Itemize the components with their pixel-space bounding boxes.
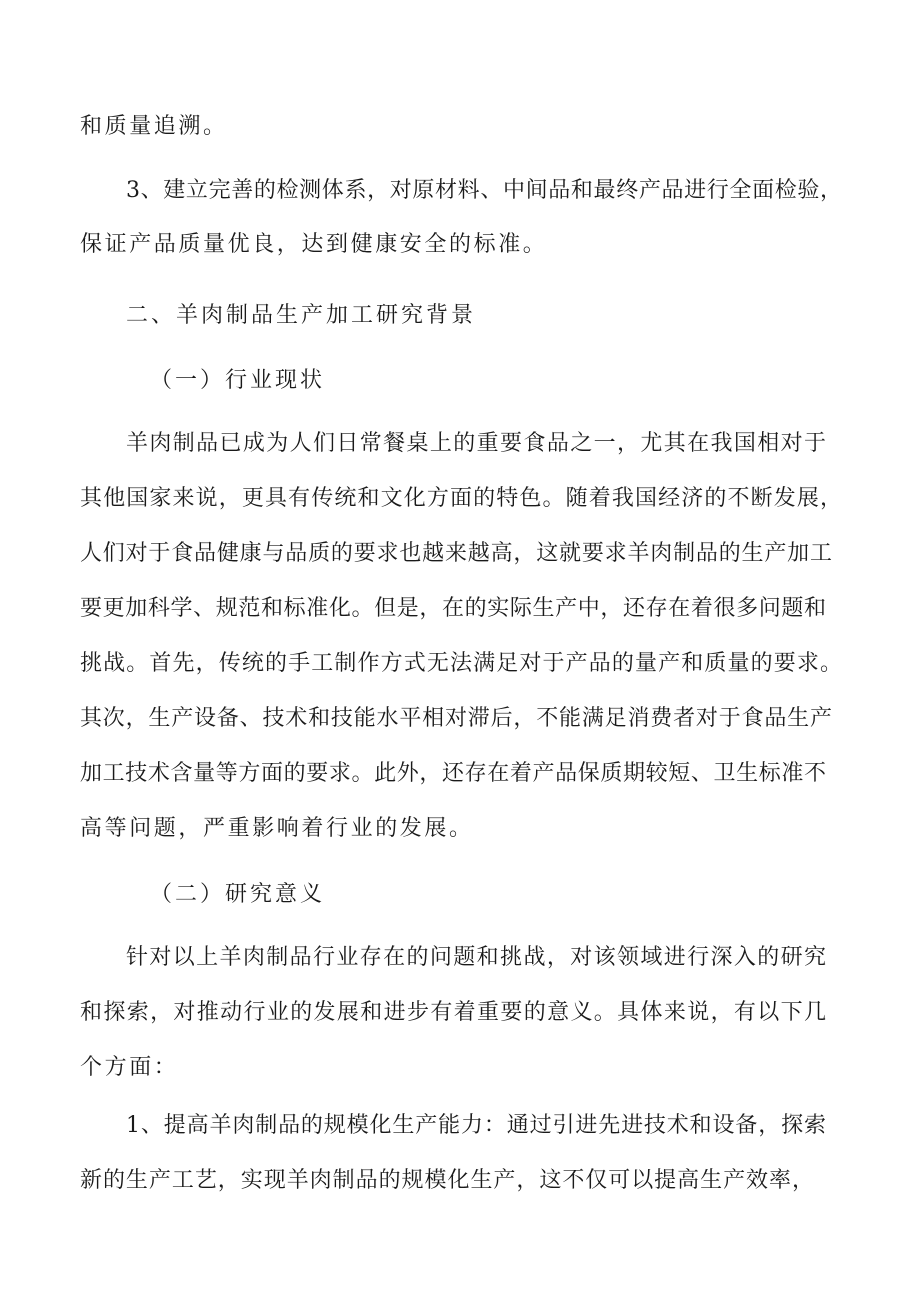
paragraph-line: 和探索，对推动行业的发展和进步有着重要的意义。具体来说，有以下几 bbox=[80, 1000, 826, 1025]
paragraph-line: 和质量追溯。 bbox=[80, 114, 228, 139]
subsection-heading: （一）行业现状 bbox=[150, 368, 326, 393]
paragraph-line: 高等问题，严重影响着行业的发展。 bbox=[80, 816, 474, 841]
paragraph-line: 人们对于食品健康与品质的要求也越来越高，这就要求羊肉制品的生产加工 bbox=[80, 541, 832, 566]
paragraph-line: 羊肉制品已成为人们日常餐桌上的重要食品之一，尤其在我国相对于 bbox=[126, 431, 826, 456]
subsection-heading: （二）研究意义 bbox=[150, 882, 326, 907]
paragraph-line: 其他国家来说，更具有传统和文化方面的特色。随着我国经济的不断发展， bbox=[80, 486, 842, 511]
paragraph-line: 要更加科学、规范和标准化。但是，在的实际生产中，还存在着很多问题和 bbox=[80, 596, 826, 621]
paragraph-line: 其次，生产设备、技术和技能水平相对滞后，不能满足消费者对于食品生产 bbox=[80, 706, 832, 731]
paragraph-line: 3、建立完善的检测体系，对原材料、中间品和最终产品进行全面检验， bbox=[126, 178, 842, 203]
paragraph-line: 挑战。首先，传统的手工制作方式无法满足对于产品的量产和质量的要求。 bbox=[80, 651, 842, 676]
paragraph-line: 1、提高羊肉制品的规模化生产能力：通过引进先进技术和设备，探索 bbox=[126, 1113, 826, 1138]
section-heading: 二、羊肉制品生产加工研究背景 bbox=[126, 303, 477, 328]
paragraph-line: 新的生产工艺，实现羊肉制品的规模化生产，这不仅可以提高生产效率， bbox=[80, 1168, 814, 1193]
paragraph-line: 保证产品质量优良，达到健康安全的标准。 bbox=[80, 232, 548, 257]
paragraph-line: 个方面： bbox=[80, 1055, 179, 1080]
paragraph-line: 加工技术含量等方面的要求。此外，还存在着产品保质期较短、卫生标准不 bbox=[80, 761, 826, 786]
paragraph-line: 针对以上羊肉制品行业存在的问题和挑战，对该领域进行深入的研究 bbox=[126, 945, 826, 970]
